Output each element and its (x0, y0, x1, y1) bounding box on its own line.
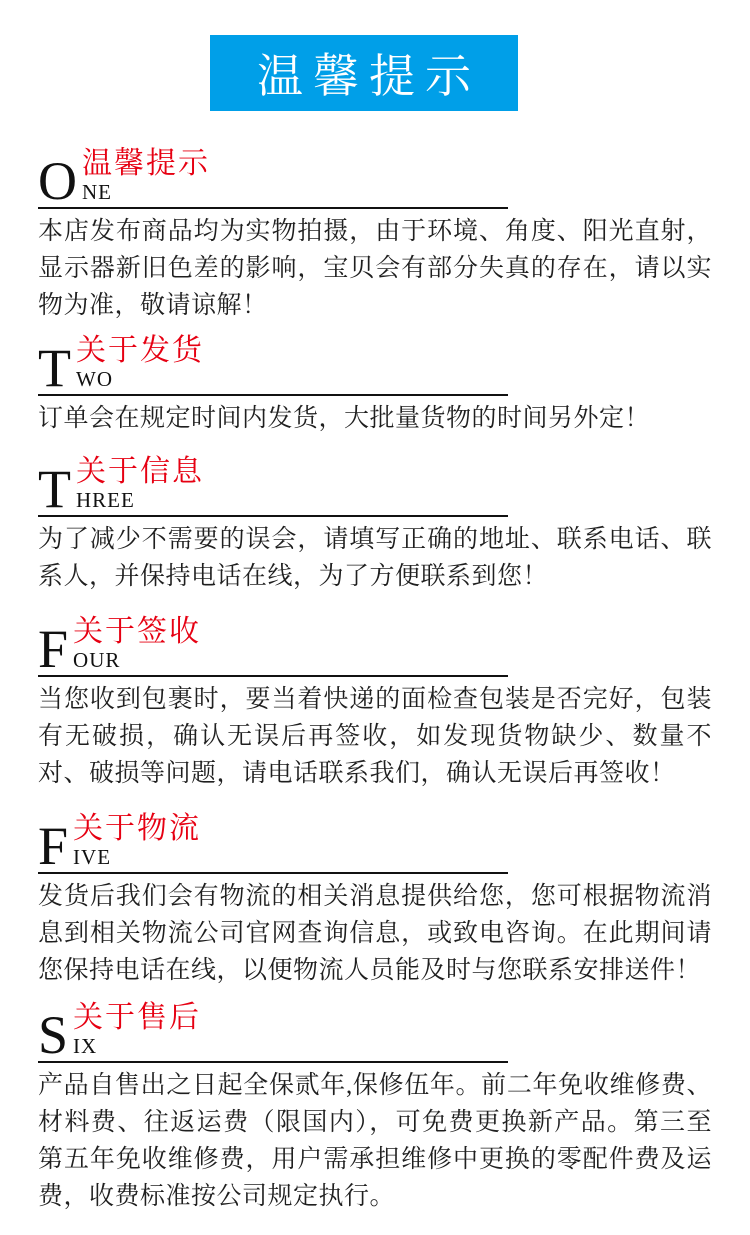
ordinal-initial: S (38, 1005, 69, 1065)
section-heading: 关于售后 (73, 1001, 202, 1034)
section-body: 本店发布商品均为实物拍摄，由于环境、角度、阳光直射，显示器新旧色差的影响，宝贝会有部分失真的存在，请以实物为准，敬请谅解！ (38, 218, 712, 319)
section-body: 当您收到包裹时，要当着快递的面检查包装是否完好，包装有无破损，确认无误后再签收，如发现货物缺少、数量不对、破损等问题，请电话联系我们，确认无误后再签收！ (38, 686, 712, 787)
ordinal-rest: OUR (73, 648, 121, 672)
section-header (38, 147, 712, 211)
section-divider (38, 1061, 508, 1063)
ordinal-initial: F (38, 619, 69, 679)
section-divider (38, 394, 508, 396)
header-text-group (73, 813, 201, 868)
section-header (38, 615, 712, 679)
banner (210, 35, 518, 111)
header-text-group (73, 616, 201, 671)
section-divider (38, 872, 508, 874)
warm-tips-page (0, 35, 750, 1235)
section-body: 发货后我们会有物流的相关消息提供给您，您可根据物流消息到相关物流公司官网查询信息，或致电咨询。在此期间请您保持电话在线，以便物流人员能及时与您联系安排送件！ (38, 883, 712, 984)
section-divider (38, 207, 508, 209)
section-heading: 关于签收 (73, 615, 202, 648)
section-body: 产品自售出之日起全保贰年,保修伍年。前二年免收维修费、材料费、往返运费（限国内），可免费更换新产品。第三至第五年免收维修费，用户需承担维修中更换的零配件费及运费，收费标准按公司规定执行。 (38, 1072, 712, 1210)
section-header (38, 455, 712, 519)
ordinal-initial: O (38, 151, 77, 211)
section-six (38, 1001, 712, 1215)
header-text-group (76, 456, 204, 511)
section-two (38, 334, 712, 437)
section-body: 订单会在规定时间内发货，大批量货物的时间另外定！ (38, 405, 651, 432)
section-header (38, 1001, 712, 1065)
banner-title: 温馨提示 (257, 51, 481, 102)
section-one (38, 147, 712, 324)
section-divider (38, 675, 508, 677)
ordinal-initial: F (38, 816, 69, 876)
content (0, 147, 750, 1215)
ordinal-rest: WO (76, 367, 113, 391)
ordinal-initial: T (38, 459, 71, 519)
section-four (38, 615, 712, 792)
ordinal-rest: IX (73, 1034, 98, 1058)
header-text-group (73, 1002, 201, 1057)
section-heading: 关于发货 (76, 334, 204, 367)
section-heading: 关于信息 (76, 455, 204, 488)
section-header (38, 334, 712, 398)
header-text-group (76, 335, 204, 390)
section-heading: 关于物流 (73, 812, 202, 845)
ordinal-rest: IVE (73, 845, 112, 869)
header-text-group (82, 148, 210, 203)
section-five (38, 812, 712, 989)
ordinal-initial: T (38, 338, 71, 398)
section-heading: 温馨提示 (82, 147, 210, 180)
ordinal-rest: HREE (76, 488, 135, 512)
section-body: 为了减少不需要的误会，请填写正确的地址、联系电话、联系人，并保持电话在线，为了方便联系到您！ (38, 526, 712, 590)
section-header (38, 812, 712, 876)
ordinal-rest: NE (82, 180, 112, 204)
section-divider (38, 515, 508, 517)
section-three (38, 455, 712, 595)
